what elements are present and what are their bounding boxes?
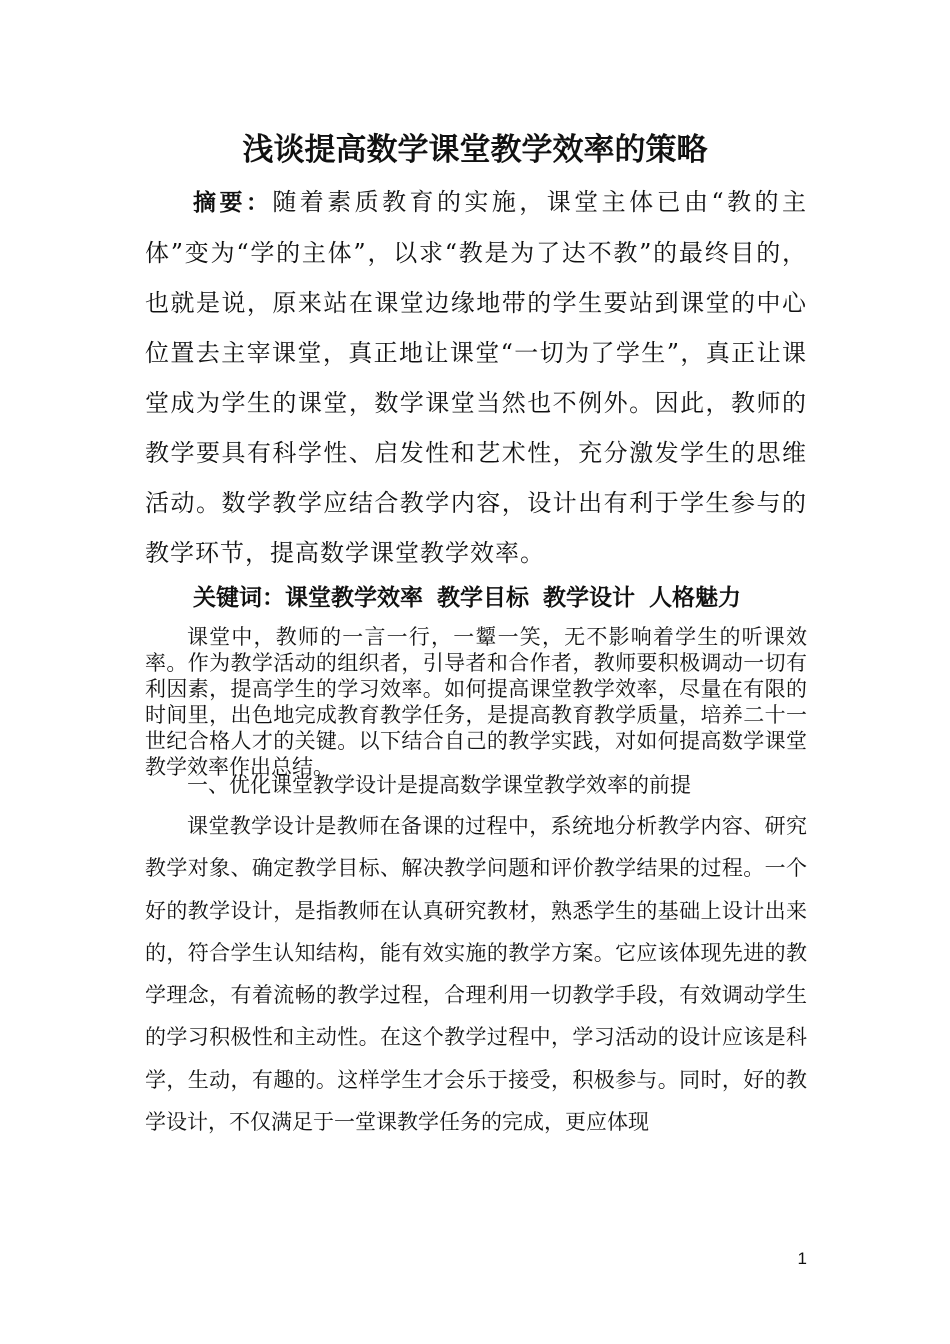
section-heading: 一、优化课堂教学设计是提高数学课堂教学效率的前提 (187, 773, 691, 797)
abstract-text: 随着素质教育的实施，课堂主体已由“教的主体”变为“学的主体”，以求“教是为了达不教”的最终目的，也就是说，原来站在课堂边缘地带的学生要站到课堂的中心位置去主宰课堂，真正地让课堂“一切为了学生”，真正让课堂成为学生的课堂，数学课堂当然也不例外。因此，教师的教学要具有科学性、启发性和艺术性，充分激发学生的思维活动。数学教学应结合教学内容，设计出有利于学生参与的教学环节，提高数学课堂教学效率。 (145, 188, 807, 567)
keyword-item: 教学目标 (437, 585, 529, 611)
keyword-item: 课堂教学效率 (285, 585, 423, 611)
document-title: 浅谈提高数学课堂教学效率的策略 (242, 132, 708, 168)
section-paragraph: 课堂教学设计是教师在备课的过程中，系统地分析教学内容、研究教学对象、确定教学目标、解决教学问题和评价教学结果的过程。一个好的教学设计，是指教师在认真研究教材，熟悉学生的基础上设计出来的，符合学生认知结构，能有效实施的教学方案。它应该体现先进的教学理念，有着流畅的教学过程，合理利用一切教学手段，有效调动学生的学习积极性和主动性。在这个教学过程中，学习活动的设计应该是科学，生动，有趣的。这样学生才会乐于接受，积极参与。同时，好的教学设计，不仅满足于一堂课教学任务的完成，更应体现 (145, 814, 807, 1135)
keywords-label: 关键词： (193, 585, 285, 611)
abstract-paragraph (145, 177, 807, 578)
abstract-label: 摘要： (193, 190, 273, 216)
keywords-line (193, 578, 833, 618)
keyword-item: 教学设计 (543, 585, 635, 611)
page-number: 1 (797, 1249, 807, 1268)
keyword-item: 人格魅力 (649, 585, 741, 611)
intro-paragraph: 课堂中，教师的一言一行，一颦一笑，无不影响着学生的听课效率。作为教学活动的组织者，引导者和合作者，教师要积极调动一切有利因素，提高学生的学习效率。如何提高课堂教学效率，尽量在有限的时间里，出色地完成教育教学任务，是提高教育教学质量，培养二十一世纪合格人才的关键。以下结合自己的教学实践，对如何提高数学课堂教学效率作出总结。 (145, 625, 807, 779)
